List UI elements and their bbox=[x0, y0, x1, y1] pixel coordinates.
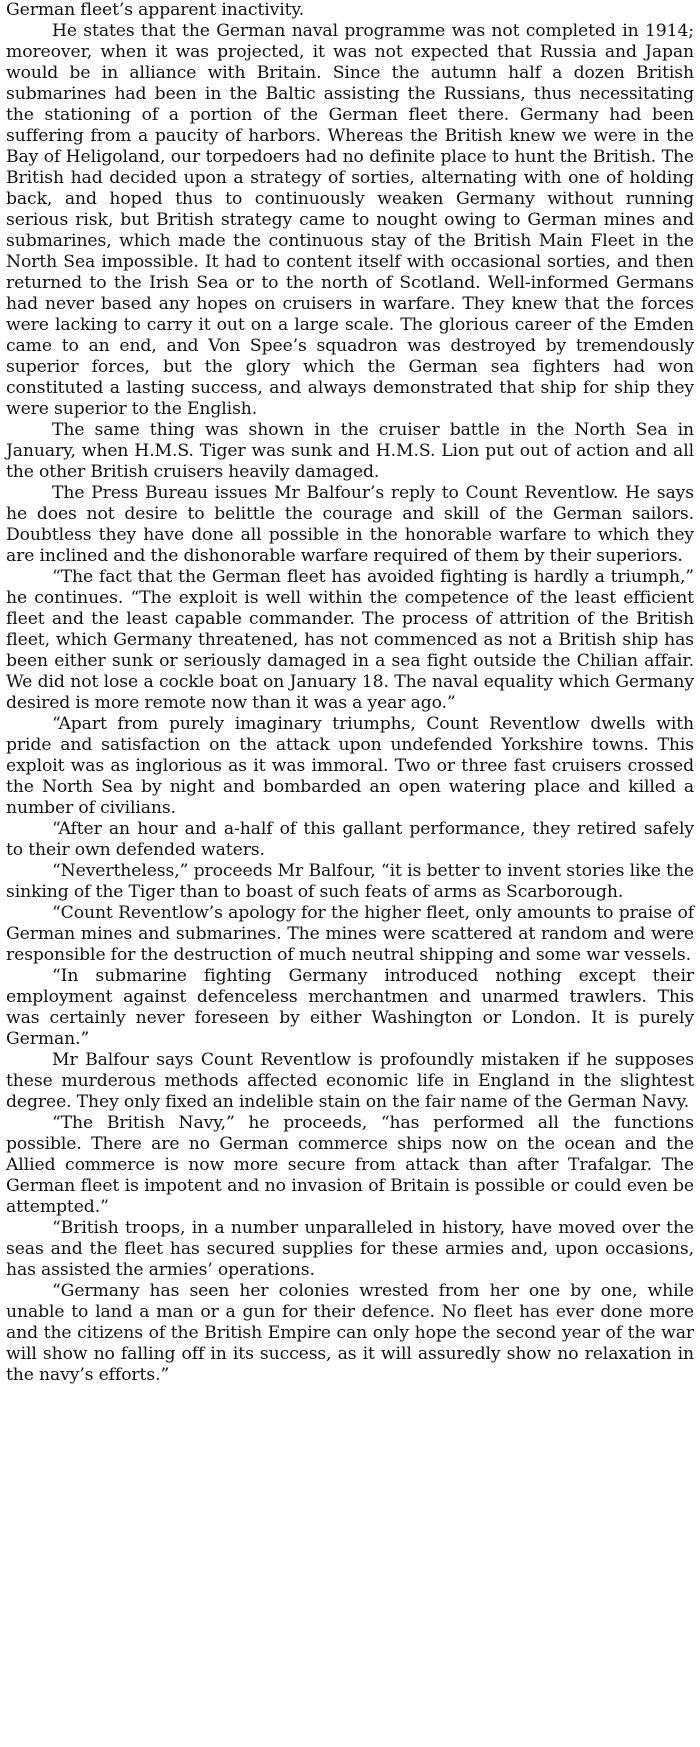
article-paragraph: “The British Navy,” he proceeds, “has performed all the functions possible. There are no German commerce ships now on the ocean and the Allied commerce is now more secure from attack than after Trafalgar. The German fleet is impotent and no invasion of Britain is possible or could even be attempted.” bbox=[6, 1113, 694, 1217]
article-paragraph: “The fact that the German fleet has avoided fighting is hardly a triumph,” he continues. “The exploit is well within the competence of the least efficient fleet and the least capable commander. The process of attrition of the British fleet, which Germany threatened, has not commenced as not a British ship has been either sunk or seriously damaged in a sea fight outside the Chilian affair. We did not lose a cockle boat on January 18. The naval equality which Germany desired is more remote now than it was a year ago.” bbox=[6, 567, 694, 713]
article-paragraph: “After an hour and a-half of this gallant performance, they retired safely to their own defended waters. bbox=[6, 819, 694, 860]
article-paragraph: “British troops, in a number unparalleled in history, have moved over the seas and the fleet has secured supplies for these armies and, upon occasions, has assisted the armies’ operations. bbox=[6, 1218, 694, 1280]
article-paragraph: “Count Reventlow’s apology for the higher fleet, only amounts to praise of German mines and submarines. The mines were scattered at random and were responsible for the destruction of much neutral shipping and some war vessels. bbox=[6, 903, 694, 965]
article-paragraph: The same thing was shown in the cruiser battle in the North Sea in January, when H.M.S. Tiger was sunk and H.M.S. Lion put out of action and all the other British cruisers heavily damaged. bbox=[6, 420, 694, 482]
article-paragraph: “In submarine fighting Germany introduced nothing except their employment against defenceless merchantmen and unarmed trawlers. This was certainly never foreseen by either Washington or London. It is purely German.” bbox=[6, 966, 694, 1049]
article-paragraph: “Nevertheless,” proceeds Mr Balfour, “it is better to invent stories like the sinking of the Tiger than to boast of such feats of arms as Scarborough. bbox=[6, 861, 694, 902]
article-paragraph: He states that the German naval programme was not completed in 1914; moreover, when it was projected, it was not expected that Russia and Japan would be in alliance with Britain. Since the autumn half a dozen British submarines had been in the Baltic assisting the Russians, thus necessitating the stationing of a portion of the German fleet there. Germany had been suffering from a paucity of harbors. Whereas the British knew we were in the Bay of Heligoland, our torpedoers had no definite place to hunt the British. The British had decided upon a strategy of sorties, alternating with one of holding back, and hoped thus to continuously weaken Germany without running serious risk, but British strategy came to nought owing to German mines and submarines, which made the continuous stay of the British Main Fleet in the North Sea impossible. It had to content itself with occasional sorties, and then returned to the Irish Sea or to the north of Scotland. Well-informed Germans had never based any hopes on cruisers in warfare. They knew that the forces were lacking to carry it out on a large scale. The glorious career of the Emden came to an end, and Von Spee’s squadron was destroyed by tremendously superior forces, but the glory which the German sea fighters had won constituted a lasting success, and always demonstrated that ship for ship they were superior to the English. bbox=[6, 21, 694, 419]
article-paragraph: “Apart from purely imaginary triumphs, Count Reventlow dwells with pride and satisfaction on the attack upon undefended Yorkshire towns. This exploit was as inglorious as it was immoral. Two or three fast cruisers crossed the North Sea by night and bombarded an open watering place and killed a number of civilians. bbox=[6, 714, 694, 818]
article-paragraph: The Press Bureau issues Mr Balfour’s reply to Count Reventlow. He says he does not desire to belittle the courage and skill of the German sailors. Doubtless they have done all possible in the honorable warfare to which they are inclined and the dishonorable warfare required of them by their superiors. bbox=[6, 483, 694, 566]
article-paragraph: Mr Balfour says Count Reventlow is profoundly mistaken if he supposes these murderous methods affected economic life in England in the slightest degree. They only fixed an indelible stain on the fair name of the German Navy. bbox=[6, 1050, 694, 1112]
newspaper-column bbox=[6, 0, 694, 1386]
article-paragraph-fragment: German fleet’s apparent inactivity. bbox=[6, 0, 305, 20]
article-paragraph: “Germany has seen her colonies wrested from her one by one, while unable to land a man or a gun for their defence. No fleet has ever done more and the citizens of the British Empire can only hope the second year of the war will show no falling off in its success, as it will assuredly show no relaxation in the navy’s efforts.” bbox=[6, 1281, 694, 1385]
